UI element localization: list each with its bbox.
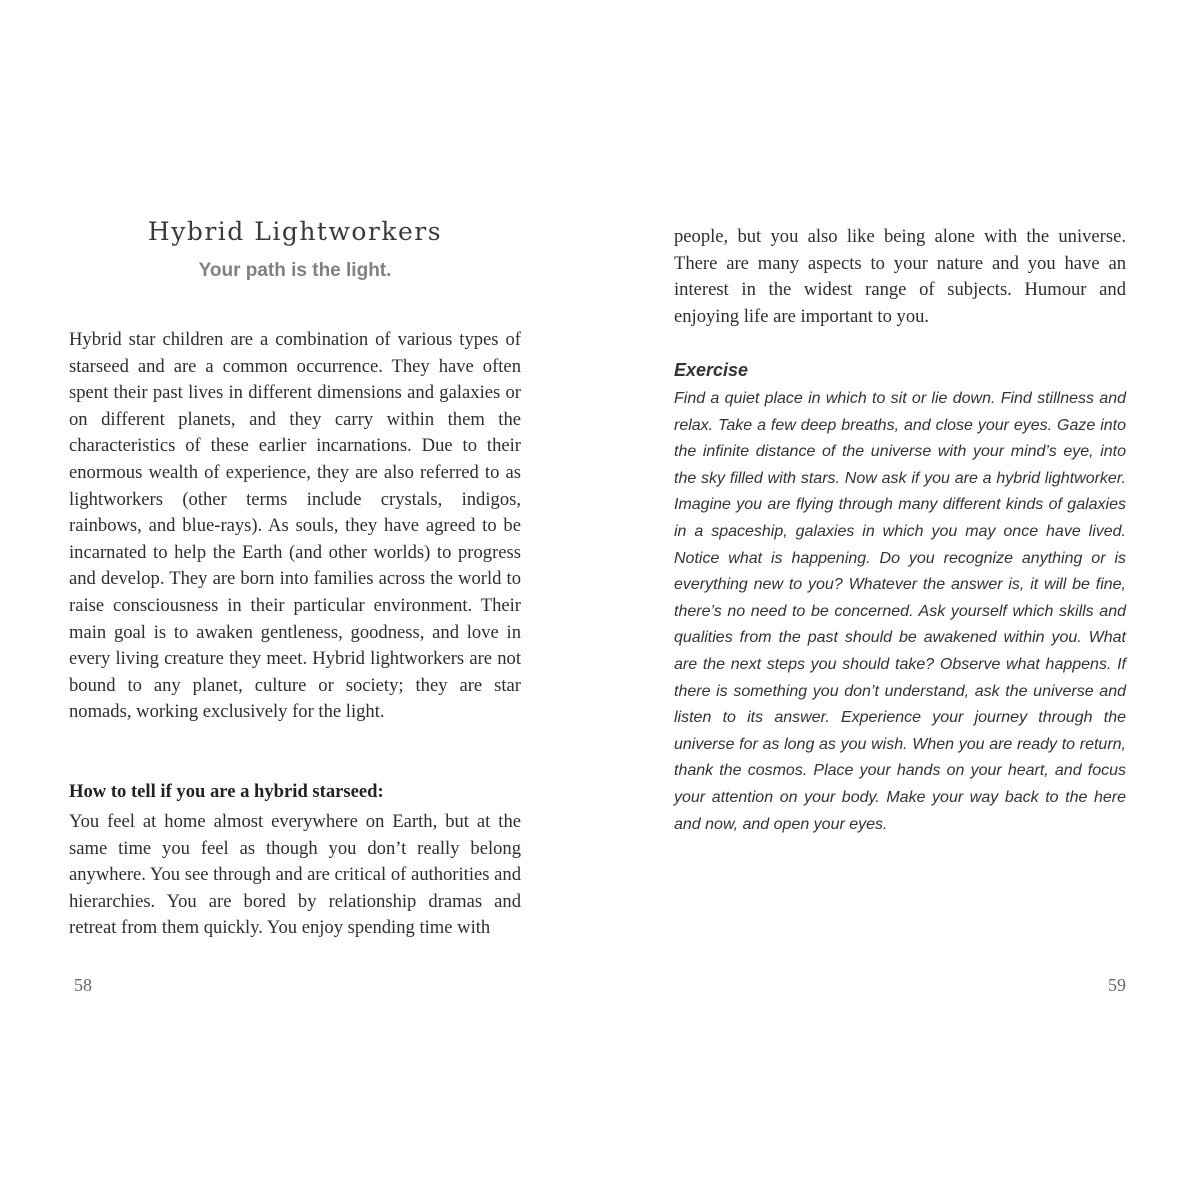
exercise-text: Find a quiet place in which to sit or lie down. Find stillness and relax. Take a few deep breaths, and close your eyes. Gaze into the infinite distance of the universe with your mind’s eye, into the sky filled with stars. Now ask if you are a hybrid lightworker. Imagine you are flying through many different kinds of galaxies in a spaceship, galaxies in which you may once have lived. Notice what is happening. Do you recognize anything or is everything new to you? Whatever the answer is, it will be fine, there’s no need to be concerned. Ask yourself which skills and qualities from the past should be awakened within you. What are the next steps you should take? Observe what happens. If there is something you don’t understand, ask the universe and listen to its answer. Experience your journey through the universe for as long as you wish. When you are ready to return, thank the cosmos. Place your hands on your heart, and focus your attention on your body. Make your way back to the here and now, and open your eyes. (674, 390, 1126, 833)
chapter-title: Hybrid Lightworkers (147, 217, 443, 246)
page-number-left: 58 (74, 975, 92, 995)
section-heading: How to tell if you are a hybrid starseed: (69, 781, 384, 802)
right-page (600, 0, 1200, 1200)
exercise-heading: Exercise (674, 360, 749, 380)
section-paragraph: You feel at home almost everywhere on Earth, but at the same time you feel as though you don’t really belong anywhere. You see through and are critical of authorities and hierarchies. You are bored by relationship dramas and retreat from them quickly. You enjoy spending time with (69, 811, 521, 939)
page-number-right: 59 (1108, 975, 1126, 995)
continued-paragraph: people, but you also like being alone with the universe. There are many aspects to your nature and you have an interest in the widest range of subjects. Humour and enjoying life are important to you. (674, 226, 1126, 327)
intro-paragraph: Hybrid star children are a combination of various types of starseed and are a common occurrence. They have often spent their past lives in different dimensions and galaxies or on different planets, and they carry within them the characteristics of these earlier incarnations. Due to their enormous wealth of experience, they are also referred to as lightworkers (other terms include crystals, indigos, rainbows, and blue-rays). As souls, they have agreed to be incarnated to help the Earth (and other worlds) to progress and develop. They are born into families across the world to raise consciousness in their particular environment. Their main goal is to awaken gentleness, goodness, and love in every living creature they meet. Hybrid lightworkers are not bound to any planet, culture or society; they are star nomads, working exclusively for the light. (69, 329, 521, 723)
chapter-subtitle: Your path is the light. (198, 260, 392, 281)
